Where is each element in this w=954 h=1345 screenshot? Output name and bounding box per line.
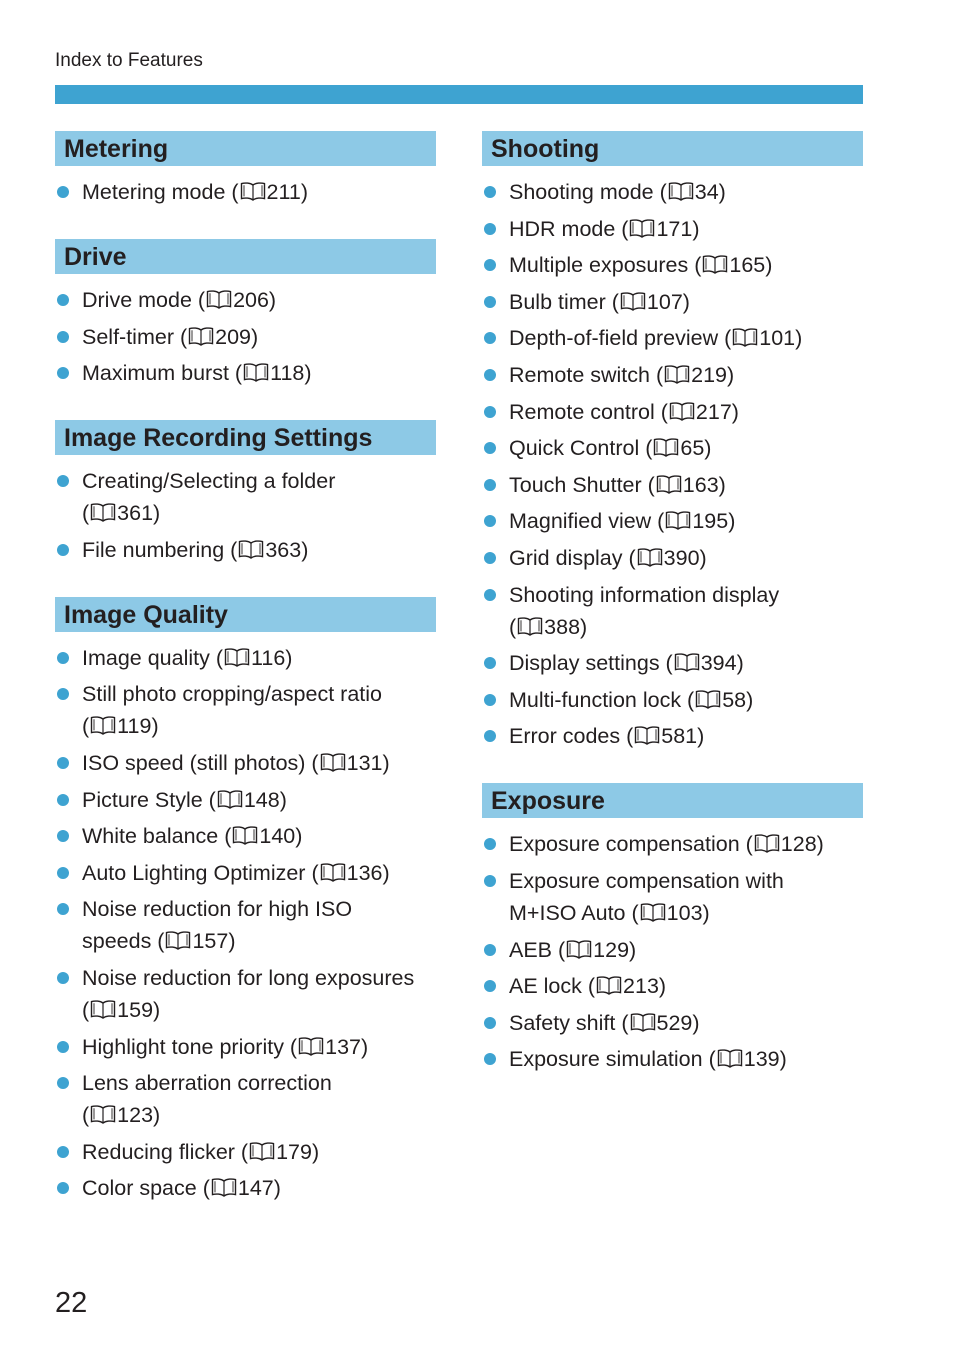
book-icon — [165, 930, 191, 950]
entry-label-continued: M+ISO Auto ( — [509, 900, 639, 925]
bullet-dot — [57, 331, 69, 343]
index-entry — [482, 396, 863, 428]
index-entry — [55, 857, 436, 889]
page-reference: 131) — [346, 750, 390, 775]
entry-label: Shooting information display — [509, 582, 780, 607]
index-entry — [55, 784, 436, 816]
index-entry — [482, 432, 863, 464]
book-icon — [669, 401, 695, 421]
bullet-dot — [484, 479, 496, 491]
page-reference: 58) — [722, 687, 754, 712]
entry-label: Reducing flicker ( — [82, 1139, 249, 1164]
section-drive — [55, 239, 436, 389]
entry-label: AEB ( — [509, 937, 566, 962]
entry-label: Noise reduction for long exposures — [82, 965, 415, 990]
bullet-dot — [484, 442, 496, 454]
index-entry — [482, 970, 863, 1002]
index-entry — [55, 176, 436, 208]
section-heading: Metering — [55, 131, 436, 166]
index-entry — [482, 647, 863, 679]
index-entry — [55, 465, 436, 529]
page-reference: 136) — [346, 860, 390, 885]
index-entry — [482, 1043, 863, 1075]
book-icon — [90, 502, 116, 522]
section-heading: Shooting — [482, 131, 863, 166]
book-icon — [238, 539, 264, 559]
index-list — [482, 828, 863, 1075]
section-metering — [55, 131, 436, 208]
bullet-dot — [484, 369, 496, 381]
entry-label: Drive mode ( — [82, 288, 206, 312]
index-entry — [482, 322, 863, 354]
bullet-dot — [57, 1041, 69, 1053]
book-icon — [674, 652, 700, 672]
bullet-dot — [57, 186, 69, 198]
book-icon — [188, 326, 214, 346]
book-icon — [320, 862, 346, 882]
page-reference: 101) — [759, 326, 803, 351]
entry-label: Creating/Selecting a folder — [82, 469, 336, 494]
index-entry — [482, 542, 863, 574]
page-number: 22 — [55, 1287, 88, 1319]
page-reference: 139) — [743, 1047, 787, 1072]
bullet-dot — [57, 1146, 69, 1158]
entry-label-continued: ( — [82, 1103, 90, 1128]
entry-label: File numbering ( — [82, 537, 238, 562]
index-entry — [55, 284, 436, 316]
entry-label-continued: ( — [82, 501, 90, 526]
bullet-dot — [57, 757, 69, 769]
page-reference: 116) — [251, 645, 293, 670]
book-icon — [732, 327, 758, 347]
index-entry — [482, 684, 863, 716]
bullet-dot — [57, 794, 69, 806]
entry-label: Lens aberration correction — [82, 1071, 332, 1096]
entry-label: Shooting mode ( — [509, 180, 667, 204]
book-icon — [211, 1177, 237, 1197]
book-icon — [517, 616, 543, 636]
page-reference: 123) — [117, 1103, 161, 1128]
book-icon — [90, 1104, 116, 1124]
book-icon — [90, 715, 116, 735]
entry-label: Exposure simulation ( — [509, 1047, 716, 1072]
entry-label-continued: ( — [82, 997, 90, 1022]
section-image-recording-settings — [55, 420, 436, 566]
entry-label: Noise reduction for high ISO — [82, 897, 353, 922]
section-heading: Image Recording Settings — [55, 420, 436, 455]
bullet-dot — [484, 186, 496, 198]
bullet-dot — [484, 259, 496, 271]
running-head-title: Index to Features — [55, 50, 203, 71]
book-icon — [249, 1141, 275, 1161]
bullet-dot — [484, 875, 496, 887]
bullet-dot — [57, 475, 69, 487]
page-reference: 211) — [266, 180, 308, 204]
book-icon — [664, 364, 690, 384]
page-reference: 195) — [692, 509, 736, 534]
index-list — [55, 642, 436, 1205]
bullet-dot — [484, 552, 496, 564]
entry-label-continued: ( — [82, 714, 90, 739]
book-icon — [630, 1012, 656, 1032]
entry-label: Auto Lighting Optimizer ( — [82, 860, 319, 885]
entry-label: Multiple exposures ( — [509, 253, 702, 278]
entry-label: Remote control ( — [509, 399, 668, 424]
page-reference: 213) — [623, 974, 667, 999]
entry-label: Quick Control ( — [509, 436, 653, 461]
bullet-dot — [484, 589, 496, 601]
page-reference: 529) — [656, 1010, 700, 1035]
page-reference: 171) — [656, 216, 700, 241]
page-reference: 165) — [729, 253, 773, 278]
bullet-dot — [57, 367, 69, 379]
book-icon — [668, 181, 694, 201]
entry-label: Self-timer ( — [82, 324, 188, 349]
entry-label-continued: speeds ( — [82, 929, 165, 954]
bullet-dot — [57, 1182, 69, 1194]
page-reference: 209) — [215, 324, 259, 349]
page-reference: 140) — [259, 824, 303, 849]
page-reference: 128) — [780, 832, 824, 857]
section-exposure — [482, 783, 863, 1075]
bullet-dot — [484, 515, 496, 527]
book-icon — [665, 510, 691, 530]
entry-label: Bulb timer ( — [509, 289, 619, 314]
bullet-dot — [484, 980, 496, 992]
page-reference: 118) — [270, 361, 312, 386]
bullet-dot — [57, 972, 69, 984]
index-entry — [482, 579, 863, 643]
section-shooting — [482, 131, 863, 752]
bullet-dot — [57, 830, 69, 842]
book-icon — [217, 789, 243, 809]
bullet-dot — [57, 544, 69, 556]
bullet-dot — [484, 332, 496, 344]
index-entry — [55, 1172, 436, 1204]
entry-label: Still photo cropping/aspect ratio — [82, 682, 382, 707]
bullet-dot — [57, 294, 69, 306]
page-reference: 103) — [666, 900, 710, 925]
page-reference: 159) — [117, 997, 161, 1022]
page-reference: 217) — [695, 399, 739, 424]
index-entry — [55, 1136, 436, 1168]
entry-label: Display settings ( — [509, 651, 673, 676]
entry-label: Image quality ( — [82, 645, 224, 670]
entry-label: Remote switch ( — [509, 362, 664, 387]
index-list — [55, 284, 436, 389]
book-icon — [629, 218, 655, 238]
book-icon — [224, 647, 250, 667]
index-entry — [55, 678, 436, 742]
page-reference: 129) — [593, 937, 637, 962]
right-column — [482, 131, 863, 1106]
index-entry — [482, 286, 863, 318]
index-entry — [482, 359, 863, 391]
entry-label: Touch Shutter ( — [509, 472, 655, 497]
book-icon — [717, 1048, 743, 1068]
book-icon — [206, 289, 232, 309]
page-reference: 148) — [243, 787, 287, 812]
book-icon — [695, 689, 721, 709]
book-icon — [634, 725, 660, 745]
book-icon — [232, 825, 258, 845]
page-reference: 137) — [325, 1034, 369, 1059]
book-icon — [243, 362, 269, 382]
entry-label: Error codes ( — [509, 724, 634, 749]
index-list — [482, 176, 863, 752]
entry-label: Exposure compensation ( — [509, 832, 753, 857]
book-icon — [754, 833, 780, 853]
book-icon — [240, 181, 266, 201]
entry-label: Metering mode ( — [82, 180, 239, 204]
page-reference: 34) — [694, 180, 726, 204]
index-list — [55, 176, 436, 208]
index-entry — [55, 893, 436, 957]
index-entry — [482, 213, 863, 245]
page-reference: 581) — [661, 724, 705, 749]
page-reference: 179) — [276, 1139, 320, 1164]
page-reference: 394) — [700, 651, 744, 676]
bullet-dot — [484, 406, 496, 418]
book-icon — [320, 752, 346, 772]
index-entry — [482, 505, 863, 537]
bullet-dot — [57, 652, 69, 664]
bullet-dot — [484, 657, 496, 669]
index-entry — [482, 934, 863, 966]
index-entry — [55, 1067, 436, 1131]
bullet-dot — [484, 296, 496, 308]
header-accent-bar — [55, 85, 863, 104]
entry-label: Multi-function lock ( — [509, 687, 695, 712]
bullet-dot — [484, 1053, 496, 1065]
book-icon — [653, 437, 679, 457]
book-icon — [702, 254, 728, 274]
index-entry — [482, 720, 863, 752]
index-entry — [55, 820, 436, 852]
book-icon — [596, 975, 622, 995]
entry-label: Picture Style ( — [82, 787, 216, 812]
index-entry — [55, 642, 436, 674]
book-icon — [566, 939, 592, 959]
bullet-dot — [57, 1077, 69, 1089]
page-reference: 157) — [192, 929, 236, 954]
page-reference: 390) — [663, 545, 707, 570]
entry-label: Grid display ( — [509, 545, 636, 570]
page-reference: 163) — [682, 472, 726, 497]
index-entry — [55, 962, 436, 1026]
page-reference: 107) — [646, 289, 690, 314]
entry-label: White balance ( — [82, 824, 232, 849]
page-reference: 119) — [117, 714, 159, 739]
page-reference: 147) — [237, 1176, 281, 1201]
index-entry — [482, 249, 863, 281]
entry-label: Depth-of-field preview ( — [509, 326, 732, 351]
page-reference: 65) — [680, 436, 712, 461]
index-entry — [55, 321, 436, 353]
book-icon — [640, 902, 666, 922]
index-entry — [55, 1031, 436, 1063]
entry-label: ISO speed (still photos) ( — [82, 750, 319, 775]
page-reference: 388) — [544, 614, 588, 639]
section-image-quality — [55, 597, 436, 1205]
index-entry — [482, 865, 863, 929]
index-entry — [482, 176, 863, 208]
page-reference: 219) — [691, 362, 735, 387]
bullet-dot — [484, 944, 496, 956]
entry-label: Safety shift ( — [509, 1010, 629, 1035]
book-icon — [637, 547, 663, 567]
index-entry — [482, 1007, 863, 1039]
index-list — [55, 465, 436, 566]
bullet-dot — [57, 688, 69, 700]
section-heading: Exposure — [482, 783, 863, 818]
bullet-dot — [57, 867, 69, 879]
index-entry — [482, 828, 863, 860]
book-icon — [90, 999, 116, 1019]
index-entry — [55, 357, 436, 389]
entry-label: Exposure compensation with — [509, 868, 784, 893]
book-icon — [656, 474, 682, 494]
index-entry — [482, 469, 863, 501]
bullet-dot — [484, 223, 496, 235]
entry-label: AE lock ( — [509, 974, 596, 999]
page-reference: 361) — [117, 501, 161, 526]
entry-label: Maximum burst ( — [82, 361, 243, 386]
entry-label: HDR mode ( — [509, 216, 629, 241]
index-entry — [55, 747, 436, 779]
left-column — [55, 131, 436, 1235]
entry-label: Color space ( — [82, 1176, 210, 1201]
bullet-dot — [57, 903, 69, 915]
book-icon — [298, 1036, 324, 1056]
index-entry — [55, 534, 436, 566]
book-icon — [620, 291, 646, 311]
page-reference: 363) — [265, 537, 309, 562]
bullet-dot — [484, 730, 496, 742]
bullet-dot — [484, 694, 496, 706]
page-reference: 206) — [233, 288, 277, 312]
entry-label: Highlight tone priority ( — [82, 1034, 298, 1059]
entry-label-continued: ( — [509, 614, 517, 639]
bullet-dot — [484, 838, 496, 850]
section-heading: Image Quality — [55, 597, 436, 632]
entry-label: Magnified view ( — [509, 509, 665, 534]
section-heading: Drive — [55, 239, 436, 274]
bullet-dot — [484, 1017, 496, 1029]
